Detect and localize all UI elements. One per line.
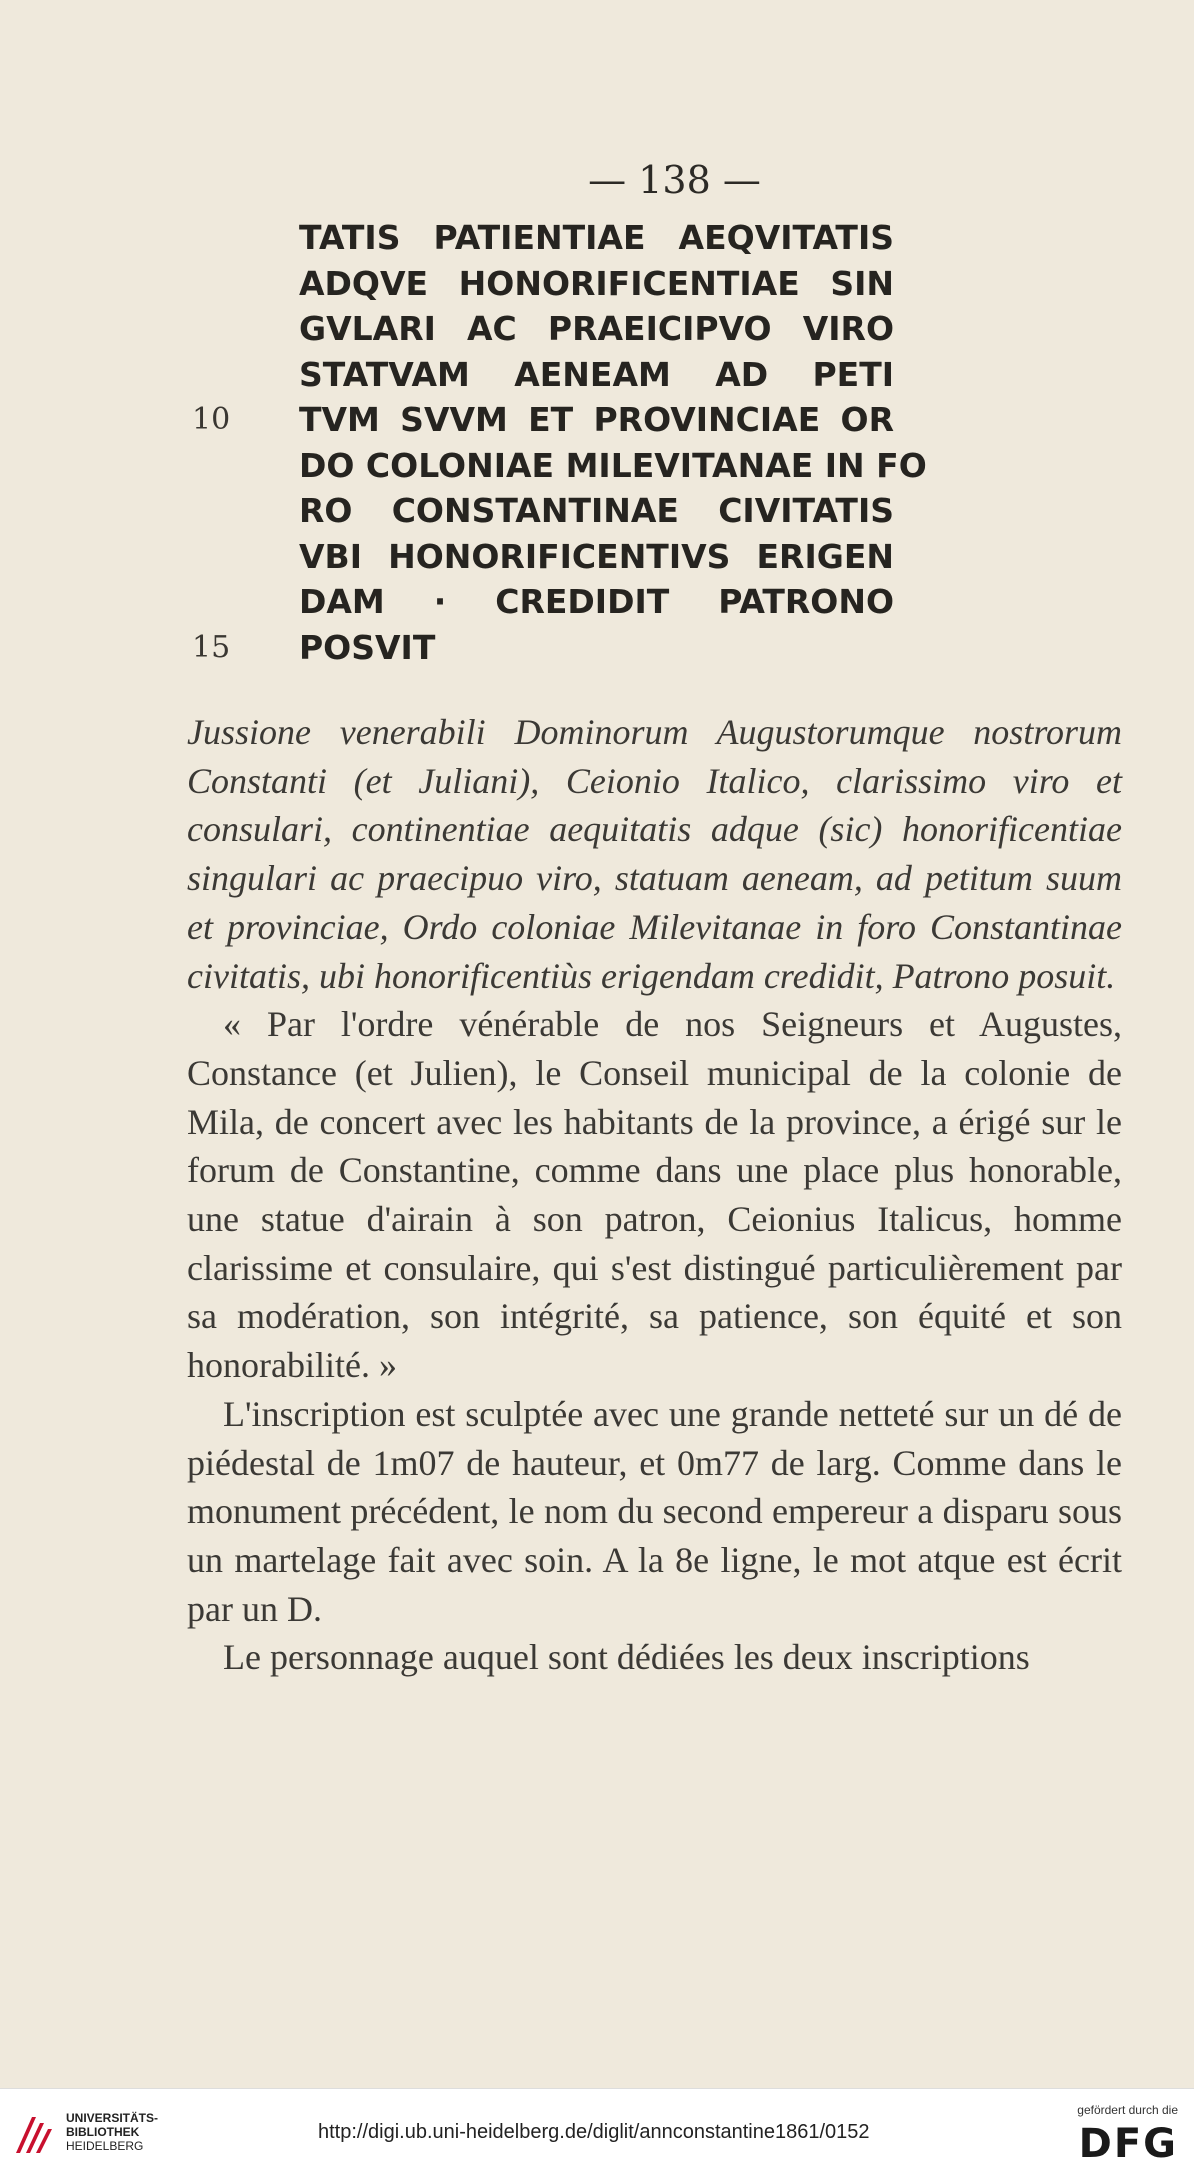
- french-translation: « Par l'ordre vénérable de nos Seigneurs et Augustes, Constance (et Julien), le Conseil municipal de la colonie de Mila, de concert avec les habitants de la province, a érigé sur le forum de Constantine, comme dans une place plus honorable, une statue d'airain à son patron, Ceionius Italicus, homme clarissime et consulaire, qui s'est distingué particulièrement par sa modération, son intégrité, sa patience, son équité et son honorabilité. »: [187, 1004, 1122, 1386]
- inscription-description: L'inscription est sculptée avec une grande netteté sur un dé de piédestal de 1m07 de hauteur, et 0m77 de larg. Comme dans le monument précédent, le nom du second empereur a disparu sous un martelage fait avec soin. A la 8e ligne, le mot atque est écrit par un D.: [187, 1393, 1122, 1629]
- inscription-line: [180, 352, 900, 398]
- library-name: UNIVERSITÄTS- BIBLIOTHEK HEIDELBERG: [66, 2111, 159, 2153]
- inscription-text: ADQVE HONORIFICENTIAE SIN: [299, 263, 894, 303]
- inscription-text: TATIS PATIENTIAE AEQVITATIS: [299, 218, 894, 257]
- inscription-line: [180, 306, 900, 352]
- inscription-line: [180, 261, 900, 307]
- inscription-text: DAM · CREDIDIT PATRONO: [299, 582, 894, 621]
- body-text: [187, 708, 1122, 1682]
- university-library-logo-icon: [10, 2109, 60, 2159]
- inscription-text: DO COLONIAE MILEVITANAE IN FO: [299, 445, 927, 485]
- digitization-footer: [0, 2088, 1194, 2175]
- inscription-text: POSVIT: [299, 627, 436, 667]
- inscription-line: [180, 625, 900, 671]
- inscription-line: [180, 215, 900, 261]
- inscription-line: [180, 443, 927, 489]
- continuation-line: Le personnage auquel sont dédiées les deux inscriptions: [223, 1637, 1030, 1678]
- dfg-logo: DFG: [1078, 2121, 1178, 2167]
- inscription-text: VBI HONORIFICENTIVS ERIGEN: [299, 536, 894, 576]
- permalink-url[interactable]: http://digi.ub.uni-heidelberg.de/diglit/annconstantine1861/0152: [318, 2121, 870, 2143]
- inscription-text: RO CONSTANTINAE CIVITATIS: [299, 491, 894, 530]
- line-number: 10: [192, 402, 231, 437]
- page-number: — 138 —: [588, 158, 761, 202]
- line-number: 15: [192, 629, 231, 665]
- inscription-line: [180, 534, 900, 580]
- inscription-text: GVLARI AC PRAEICIPVO VIRO: [299, 309, 894, 348]
- funding-caption: gefördert durch die: [1077, 2103, 1178, 2117]
- inscription-line: [180, 397, 900, 443]
- inscription-text: TVM SVVM ET PROVINCIAE OR: [299, 400, 894, 439]
- latin-transcription: Jussione venerabili Dominorum Augustorumque nostrorum Constanti (et Juliani), Ceionio Italico, clarissimo viro et consulari, continentiae aequitatis adque (sic) honorificentiae singulari ac praecipuo viro, statuam aeneam, ad petitum suum et provinciae, Ordo coloniae Milevitanae in foro Constantinae civitatis, ubi honorificentiùs erigendam credidit, Patrono posuit.: [187, 712, 1122, 996]
- inscription-line: [180, 579, 900, 625]
- inscription-text: STATVAM AENEAM AD PETI: [299, 354, 894, 394]
- inscription-line: [180, 488, 900, 534]
- inscription-block: [180, 215, 927, 670]
